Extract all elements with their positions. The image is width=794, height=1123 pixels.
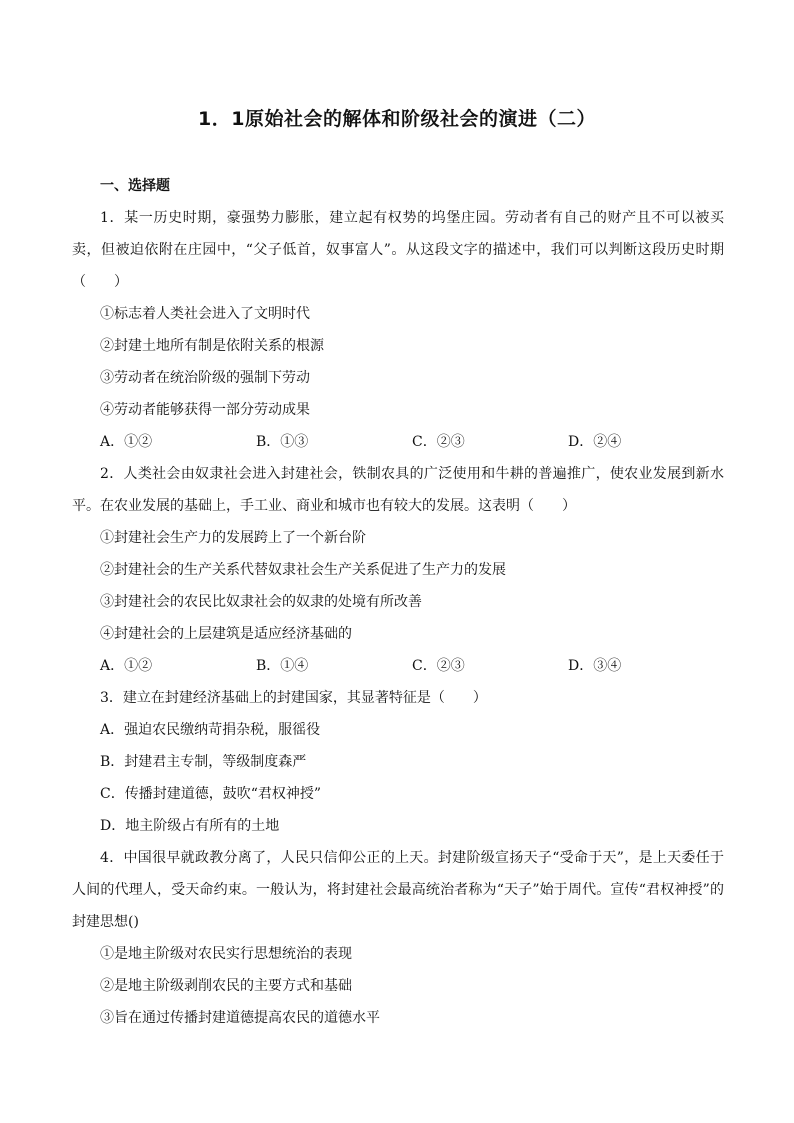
choice-a: A．强迫农民缴纳苛捐杂税，服徭役 bbox=[100, 722, 321, 738]
choice-b: B．封建君主专制，等级制度森严 bbox=[100, 754, 307, 770]
choice-b: B．①③ bbox=[256, 434, 309, 450]
statement-item: ②封建土地所有制是依附关系的根源 bbox=[100, 338, 324, 354]
statement-item: ②是地主阶级剥削农民的主要方式和基础 bbox=[100, 978, 352, 994]
choice-c: C．传播封建道德，鼓吹“君权神授” bbox=[100, 786, 322, 802]
question-stem: 2．人类社会由奴隶社会进入封建社会，铁制农具的广泛使用和牛耕的普遍推广，使农业发展到新水平。在农业发展的基础上，手工业、商业和城市也有较大的发展。这表明（ ） bbox=[72, 466, 724, 514]
statement-item: ①封建社会生产力的发展跨上了一个新台阶 bbox=[100, 530, 366, 546]
choice-d: D．②④ bbox=[568, 434, 622, 450]
question-1 bbox=[72, 202, 724, 458]
question-4 bbox=[72, 842, 724, 1034]
statement-item: ①标志着人类社会进入了文明时代 bbox=[100, 306, 310, 322]
choice-c: C．②③ bbox=[412, 434, 465, 450]
question-3 bbox=[72, 682, 724, 842]
section-heading: 一、选择题 bbox=[100, 178, 170, 194]
statement-item: ③封建社会的农民比奴隶社会的奴隶的处境有所改善 bbox=[100, 594, 422, 610]
choice-d: D．③④ bbox=[568, 658, 622, 674]
choice-d: D．地主阶级占有所有的土地 bbox=[100, 818, 280, 834]
choice-c: C．②③ bbox=[412, 658, 465, 674]
choice-a: A．①② bbox=[100, 434, 153, 450]
question-stem: 4．中国很早就政教分离了，人民只信仰公正的上天。封建阶级宣扬天子“受命于天”，是上天委任于人间的代理人，受天命约束。一般认为，将封建社会最高统治者称为“天子”始于周代。宣传“君权神授”的封建思想() bbox=[72, 850, 724, 930]
choice-a: A．①② bbox=[100, 658, 153, 674]
question-2 bbox=[72, 458, 724, 682]
question-stem: 3．建立在封建经济基础上的封建国家，其显著特征是（ ） bbox=[100, 690, 487, 706]
statement-item: ③劳动者在统治阶级的强制下劳动 bbox=[100, 370, 310, 386]
statement-item: ②封建社会的生产关系代替奴隶社会生产关系促进了生产力的发展 bbox=[100, 562, 506, 578]
document-content bbox=[72, 170, 724, 1034]
page-title: 1．1原始社会的解体和阶级社会的演进（二） bbox=[198, 108, 596, 130]
statement-item: ①是地主阶级对农民实行思想统治的表现 bbox=[100, 946, 352, 962]
statement-item: ④封建社会的上层建筑是适应经济基础的 bbox=[100, 626, 352, 642]
statement-item: ③旨在通过传播封建道德提高农民的道德水平 bbox=[100, 1010, 380, 1026]
answer-choices bbox=[72, 426, 724, 458]
question-stem: 1．某一历史时期，豪强势力膨胀，建立起有权势的坞堡庄园。劳动者有自己的财产且不可以被买卖，但被迫依附在庄园中，“父子低首，奴事富人”。从这段文字的描述中，我们可以判断这段历史时期（ ） bbox=[72, 210, 724, 290]
statement-item: ④劳动者能够获得一部分劳动成果 bbox=[100, 402, 310, 418]
choice-b: B．①④ bbox=[256, 658, 309, 674]
answer-choices bbox=[72, 650, 724, 682]
